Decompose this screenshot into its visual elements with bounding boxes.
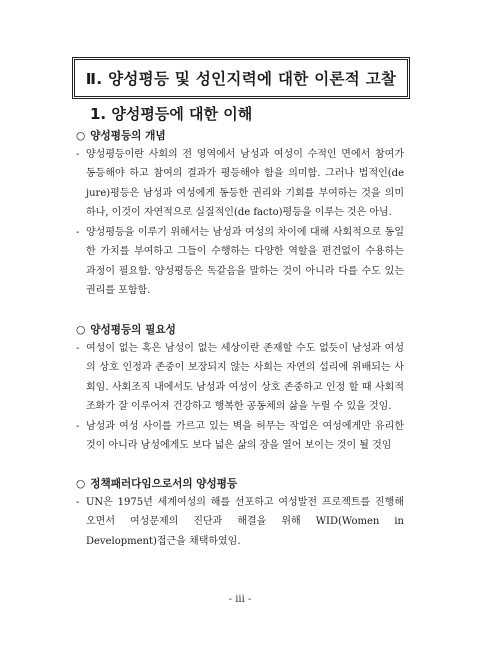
- paragraph-text: 양성평등을 이루기 위해서는 남성과 여성의 차이에 대해 사회적으로 동일한 가치를 부여하고 그들이 수행하는 다양한 역할을 편견없이 수용하는 과정이 필요함. 양성평등은 독같음을 말하는 것이 아니라 다를 수도 있는 권리를 포함함.: [86, 227, 404, 297]
- bullet-paragraph: [76, 145, 404, 223]
- dash-bullet: -: [76, 227, 80, 238]
- bullet-paragraph: [76, 493, 404, 551]
- bullet-paragraph: [76, 339, 404, 417]
- subsection-heading-text: 정책패러다임으로서의 양성평등: [90, 478, 238, 490]
- circle-marker-icon: ○: [76, 130, 86, 142]
- dash-bullet: -: [76, 149, 80, 160]
- circle-marker-icon: ○: [76, 478, 86, 490]
- chapter-title: Ⅱ. 양성평등 및 성인지력에 대한 이론적 고찰: [72, 57, 410, 99]
- paragraph-text: 여성이 없는 혹은 남성이 없는 세상이란 존재할 수도 없듯이 남성과 여성의 상호 인정과 존중이 보장되지 않는 사회는 자연의 섭리에 위배되는 사회임. 사회조직 내에서도 남성과 여성이 상호 존중하고 인정 할 때 사회적 조화가 잘 이루어져 건강하고 행복한 공동체의 삶을 누릴 수 있을 것임.: [86, 343, 404, 413]
- subsection-heading-concept: [76, 128, 166, 143]
- paragraph-text: 양성평등이란 사회의 전 영역에서 남성과 여성이 수적인 면에서 참여가 동등해야 하고 참여의 결과가 평등해야 함을 의미함. 그러나 법적인(de jure)평등은 남성과 여성에게 동등한 권리와 기회를 부여하는 것을 의미하나, 이것이 자연적으로 실질적인(de facto)평등을 이루는 것은 아님.: [86, 149, 404, 219]
- page-number: - iii -: [228, 594, 252, 605]
- subsection-heading-text: 양성평등의 필요성: [90, 324, 176, 336]
- dash-bullet: -: [76, 421, 80, 432]
- circle-marker-icon: ○: [76, 324, 86, 336]
- bullet-paragraph: [76, 223, 404, 301]
- subsection-heading-policy: [76, 476, 237, 491]
- bullet-paragraph: [76, 417, 404, 456]
- paragraph-text: UN은 1975년 세계여성의 해를 선포하고 여성발전 프로젝트를 진행해 오면서 여성문제의 진단과 해결을 위해 WID(Women in Development)접근을 채택하였임.: [86, 497, 404, 547]
- paragraph-text: 남성과 여성 사이를 가르고 있는 벽을 허무는 작업은 여성에게만 유리한 것이 아니라 남성에게도 보다 넓은 삶의 장을 열어 보이는 것이 될 것임: [86, 421, 404, 452]
- subsection-heading-necessity: [76, 322, 176, 337]
- dash-bullet: -: [76, 343, 80, 354]
- subsection-heading-text: 양성평등의 개념: [90, 130, 166, 142]
- dash-bullet: -: [76, 497, 80, 508]
- section-title: 1. 양성평등에 대한 이해: [90, 105, 253, 123]
